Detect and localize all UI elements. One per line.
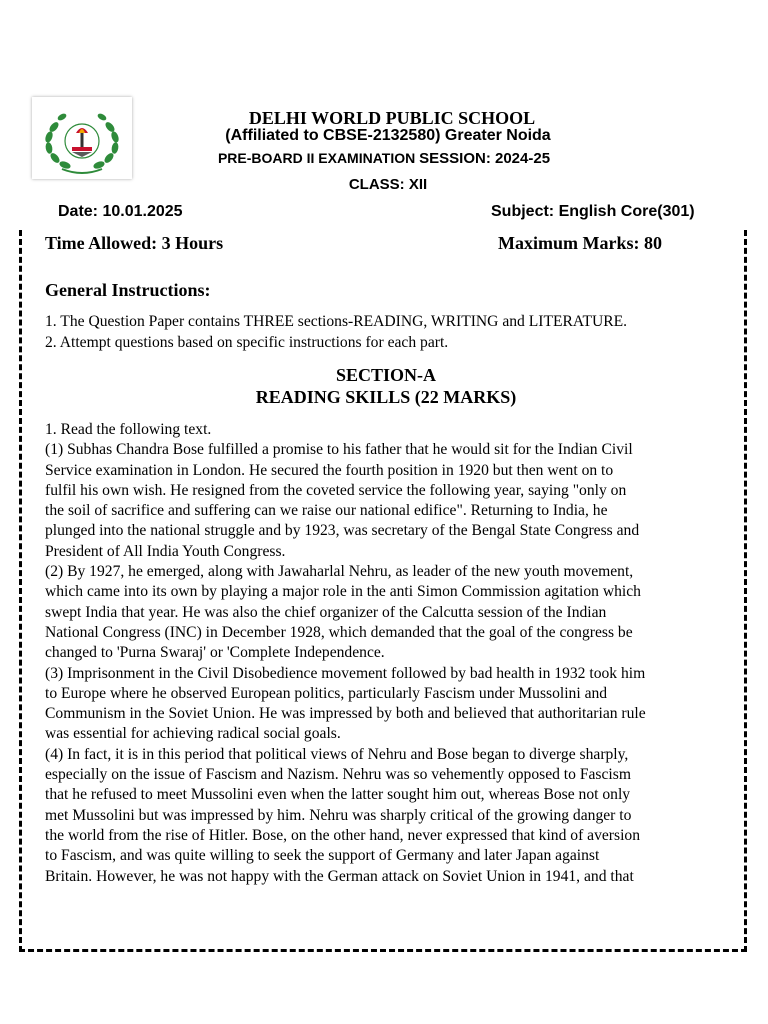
passage-line: met Mussolini but was impressed by him. Nehru was sharply critical of the growing danger to — [45, 806, 632, 824]
affiliation: (Affiliated to CBSE-2132580) Greater Noida — [225, 127, 551, 144]
subject: Subject: English Core(301) — [491, 203, 695, 220]
passage-line: National Congress (INC) in December 1928, which demanded that the goal of the congress be — [45, 623, 633, 641]
instructions-title: General Instructions: — [45, 280, 211, 300]
passage-line: Service examination in London. He secured the fourth position in 1920 but then went on to — [45, 461, 614, 479]
passage-line: (2) By 1927, he emerged, along with Jawaharlal Nehru, as leader of the new youth movement, — [45, 563, 634, 581]
passage-line: fulfil his own wish. He resigned from the coveted service the following year, saying "only on — [45, 481, 627, 499]
instruction-item: 1. The Question Paper contains THREE sections-READING, WRITING and LITERATURE. — [45, 313, 628, 330]
passage-line: (3) Imprisonment in the Civil Disobedience movement followed by bad health in 1932 took him — [45, 664, 646, 682]
section-title: SECTION-A — [335, 365, 437, 385]
exam-name: PRE-BOARD II EXAMINATION — [217, 150, 416, 166]
passage-line: that he refused to meet Mussolini even when the latter sought him out, whereas Bose not only — [45, 786, 631, 804]
passage-line: the world from the rise of Hitler. Bose, on the other hand, never expressed that kind of aversion — [45, 826, 640, 844]
class-label: CLASS: XII — [348, 176, 428, 193]
passage-line: President of All India Youth Congress. — [45, 542, 286, 560]
passage-line: to Fascism, and was quite willing to seek the support of Germany and later Japan against — [45, 847, 600, 865]
exam-session — [0, 150, 768, 167]
reading-passage — [45, 420, 735, 887]
instruction-item: 2. Attempt questions based on specific instructions for each part. — [45, 334, 449, 351]
time-allowed: Time Allowed: 3 Hours — [45, 233, 224, 253]
passage-line: changed to 'Purna Swaraj' or 'Complete Independence. — [45, 644, 385, 662]
passage-line: especially on the issue of Fascism and Nazism. Nehru was so vehemently opposed to Fascism — [45, 766, 631, 784]
passage-line: Communism in the Soviet Union. He was impressed by both and believed that authoritarian rule — [45, 705, 646, 723]
school-name: DELHI WORLD PUBLIC SCHOOL — [248, 108, 536, 128]
passage-line: the soil of sacrifice and suffering can we raise our national edifice". Returning to India, he — [45, 502, 608, 520]
session-year: SESSION: 2024-25 — [419, 150, 551, 167]
passage-line: Britain. However, he was not happy with the German attack on Soviet Union in 1941, and that — [45, 867, 634, 885]
passage-line: swept India that year. He was also the chief organizer of the Calcutta session of the Indian — [45, 603, 607, 621]
passage-line: plunged into the national struggle and by 1923, was secretary of the Bengal State Congress and — [45, 522, 640, 540]
exam-date: Date: 10.01.2025 — [58, 203, 183, 220]
passage-line: (1) Subhas Chandra Bose fulfilled a promise to his father that he would sit for the Indian Civil — [45, 441, 633, 459]
passage-line: to Europe where he observed European politics, particularly Fascism under Mussolini and — [45, 684, 608, 702]
passage-line: (4) In fact, it is in this period that political views of Nehru and Bose began to diverge sharply, — [45, 745, 629, 763]
passage-line: which came into its own by playing a major role in the anti Simon Commission agitation which — [45, 583, 641, 601]
section-subtitle: READING SKILLS (22 MARKS) — [255, 387, 517, 407]
maximum-marks: Maximum Marks: 80 — [498, 233, 662, 253]
passage-line: was essential for achieving radical social goals. — [45, 725, 341, 743]
passage-line: 1. Read the following text. — [45, 421, 212, 438]
